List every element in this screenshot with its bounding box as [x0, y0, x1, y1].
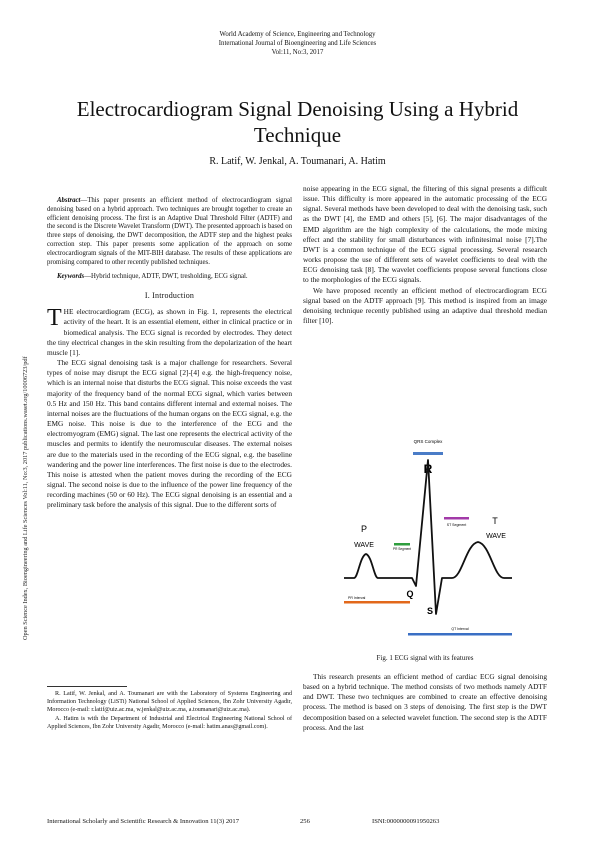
pr-segment-label: PR Segment [392, 547, 412, 551]
dropcap: T [47, 305, 62, 332]
intro-paragraph-3: We have proposed recently an efficient method of electrocardiogram ECG signal based on the ADTF approach [9]. This method is inspired from an image denoising technique recently published using an adaptive dual threshold median filter [10]. [303, 285, 547, 326]
journal-header-line1: World Academy of Science, Engineering and Technology [219, 31, 376, 38]
t-wave-label: WAVE [486, 533, 506, 540]
qrs-bar [413, 452, 443, 455]
footer-page-number: 256 [300, 818, 310, 825]
paper-title: Electrocardiogram Signal Denoising Using a Hybrid Technique [76, 97, 519, 147]
section-heading-introduction: I. Introduction [144, 291, 195, 301]
right-column-bottom [303, 672, 547, 733]
intro-paragraph-2-continued: noise appearing in the ECG signal, the filtering of this signal presents a difficult issue. This difficulty is more appeared in the automatic processing of the ECG signal. Several methods have been developed to deal with the denoising task, such as the DWT [4], the EMD and others [5], [6]. The major disadvantages of the EMD algorithm are the high complexity of the calculations, the mode mixing effect and the stability for small disturbances with infinitesimal noise [7].The DWT is a common technique of the ECG signal processing. Several research works propose the use of different sets of wavelet coefficients to deal with the ECG denoising task [8]. The wavelet coefficients propose several functions close to the morphologies of the ECG signals. [303, 184, 547, 285]
t-label: T [492, 516, 498, 526]
pr-interval-bar [344, 601, 410, 604]
abstract-text: —This paper presents an efficient method of electrocardiogram signal denoising based on a hybrid approach. Two techniques are brought together to create an efficient denoising process. The first is an Adaptive Dual Threshold Filter (ADTF) and the second is the Discrete Wavelet Transform (DWT). The presented approach is based on three steps of denoising, the DWT decomposition, the ADTF step and the highest peaks correction step. This paper presents some application of the approach on some electrocardiogram signals of the MIT-BIH database. The results of these applications are promising compared to other recently published techniques. [47, 197, 292, 266]
paper-authors: R. Latif, W. Jenkal, A. Toumanari, A. Hatim [209, 156, 386, 167]
footer-journal: International Scholarly and Scientific Research & Innovation 11(3) 2017 [47, 818, 240, 825]
footer-isni: ISNI:0000000091950263 [372, 818, 440, 825]
pr-interval-label: PR Interval [348, 596, 366, 600]
footnotes [47, 690, 292, 731]
p-label: P [360, 524, 368, 534]
abstract [47, 197, 292, 267]
journal-header [0, 30, 595, 57]
pr-segment-bar [394, 543, 410, 546]
qt-interval-bar [408, 633, 512, 636]
ecg-diagram [340, 438, 512, 646]
ecg-figure [340, 438, 512, 646]
keywords-text: —Hybrid technique, ADTF, DWT, tresholding, ECG signal. [84, 273, 248, 281]
r-label: R [423, 462, 433, 476]
side-index-text: Open Science Index, Bioengineering and Life Sciences Vol:11, No:3, 2017 publications.waset.org/10006723/pdf [22, 356, 29, 640]
s-label: S [426, 606, 434, 616]
intro-paragraph-1 [47, 307, 292, 358]
st-segment-bar [444, 517, 469, 520]
qrs-label: QRS Complex [413, 439, 443, 444]
journal-header-line3: Vol:11, No:3, 2017 [271, 49, 324, 56]
st-segment-label: ST Segment [446, 523, 467, 527]
left-column [47, 197, 292, 510]
right-column [303, 184, 547, 326]
keywords [47, 273, 292, 282]
q-label: Q [406, 589, 414, 599]
abstract-label: Abstract [57, 197, 81, 204]
intro-paragraph-1-text: HE electrocardiogram (ECG), as shown in Fig. 1, represents the electrical activity of the heart. It is an essential element, either in clinical practice or in biomedical analysis. The ECG signal is recorded by electrodes. They detect the tiny electrical changes in the skin resulting from the depolarization of the heart muscle [1]. [47, 307, 292, 357]
qt-interval-label: QT Interval [451, 627, 469, 631]
journal-header-line2: International Journal of Bioengineering and Life Sciences [218, 40, 377, 47]
footnote-2: A. Hatim is with the Department of Industrial and Electrical Engineering National School of Applied Sciences, Ibn Zohr University Agadir, Morocco (e-mail: hatim.anas@gmail.com). [47, 715, 292, 730]
keywords-label: Keywords [57, 273, 85, 281]
footnote-rule [47, 686, 127, 687]
figure-caption: Fig. 1 ECG signal with its features [376, 654, 474, 662]
intro-paragraph-4: This research presents an efficient method of cardiac ECG signal denoising based on a hybrid technique. The method consists of two methods namely ADTF and DWT. These two techniques are combined to create an effective denoising process. The method is based on 3 steps of denoising. The first step is the DWT decomposition based on a selected wavelet function. The second step is the ADTF process. And the last [303, 672, 547, 732]
footnote-1: R. Latif, W. Jenkal, and A. Toumanari are with the Laboratory of Systems Engineering and Information Technology (LiSTi) National School of Applied Sciences, Ibn Zohr University Agadir, Morocco (e-mail: r.latif@uiz.ac.ma, w.jenkal@uiz.ac.ma, a.toumanari@uiz.ac.ma). [47, 691, 292, 714]
p-wave-label: WAVE [354, 542, 374, 549]
intro-paragraph-2: The ECG signal denoising task is a major challenge for researchers. Several types of noise may disrupt the ECG signal [2]-[4] e.g. the high-frequency noise, which is an internal noise that disturbs the ECG signal. This noise exceeds the vast majority of the frequency band of the normal ECG signal, which varies between 0.5 Hz and 150 Hz. This band contains different internal and external noises. The internal noises are the fluctuations of the human organs on the ECG signal, e.g. the EMG noise. This noise is due to the interference of the ECG and the electromyogram (EMG) signal. The last one represents the electrical activity of the muscles and permits to identify the neuromuscular diseases. The external noises are due to the materials used in the recording of the ECG signal, e.g. the baseline wandering and the power line interferences. The first noise is due to the electrodes. This noise is attested when the patient moves during the recording of the ECG signal. The second noise is due to the influence of the power line frequency of the recording machines (50 or 60 Hz). The ECG signal denoising is an essential and a preliminary task before the analysis of this signal. Due to the different sorts of [47, 358, 292, 510]
